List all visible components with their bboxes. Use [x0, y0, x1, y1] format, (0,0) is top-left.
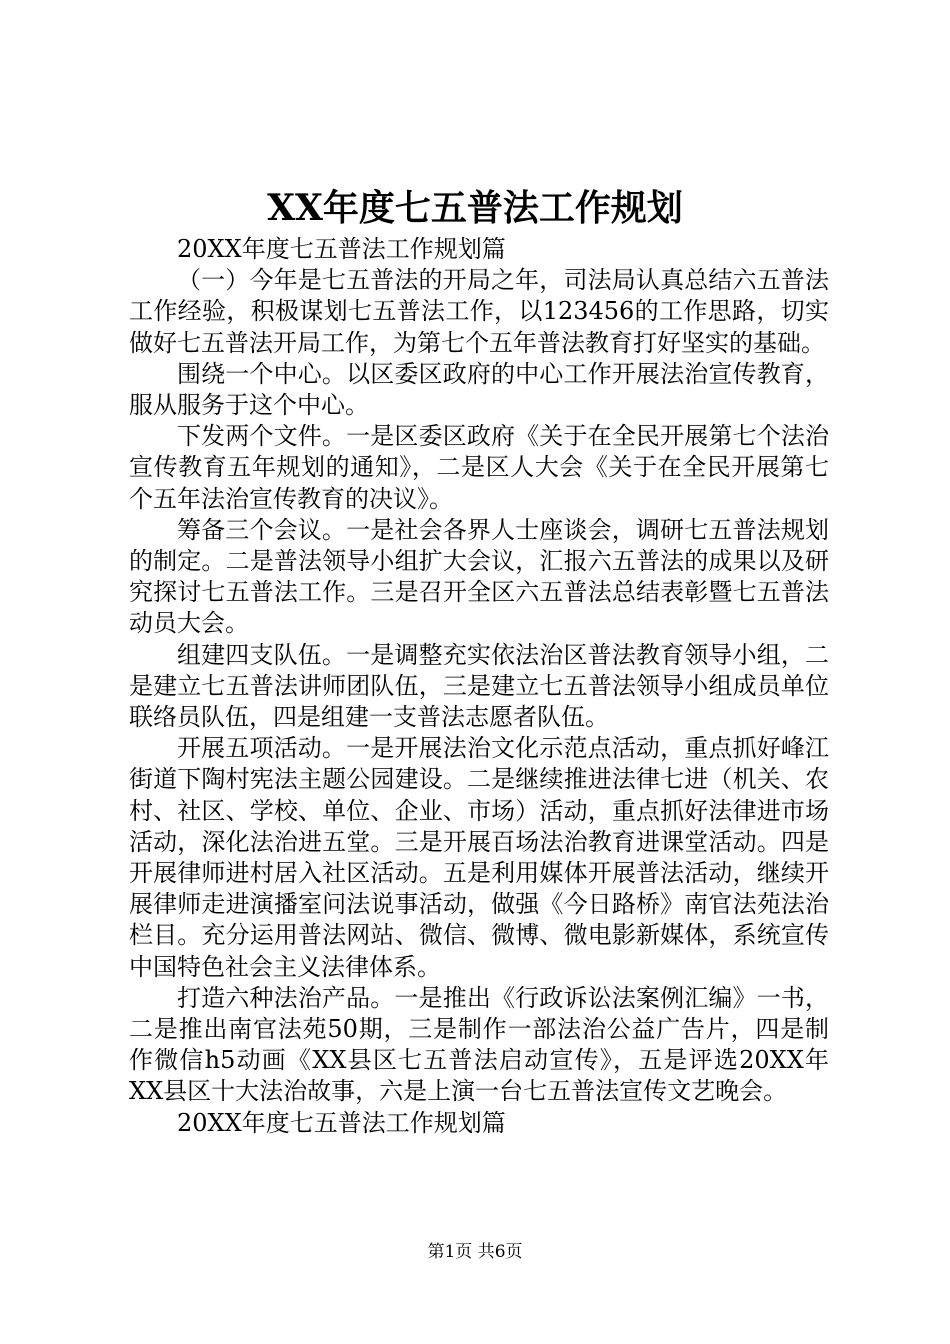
paragraph-five-activities: 开展五项活动。一是开展法治文化示范点活动，重点抓好峰江街道下陶村宪法主题公园建设。二是继续推进法律七进（机关、农村、社区、学校、单位、企业、市场）活动，重点抓好法律进市场活动，深化法治进五堂。三是开展百场法治教育进课堂活动。四是开展律师进村居入社区活动。五是利用媒体开展普法活动，继续开展律师走进演播室问法说事活动，做强《今日路桥》南官法苑法治栏目。充分运用普法网站、微信、微博、微电影新媒体，系统宣传中国特色社会主义法律体系。: [129, 734, 829, 981]
paragraph-one-center: 围绕一个中心。以区委区政府的中心工作开展法治宣传教育，服从服务于这个中心。: [129, 359, 829, 420]
paragraph-six-products: 打造六种法治产品。一是推出《行政诉讼法案例汇编》一书，二是推出南官法苑50期，三是制作一部法治公益广告片，四是制作微信h5动画《XX县区七五普法启动宣传》，五是评选20XX年XX县区十大法治故事，六是上演一台七五普法宣传文艺晚会。: [129, 983, 829, 1106]
section-heading-repeat: 20XX年度七五普法工作规划篇: [177, 1108, 506, 1137]
document-title: XX年度七五普法工作规划: [267, 187, 683, 229]
section-heading: 20XX年度七五普法工作规划篇: [177, 235, 506, 263]
document-body: [129, 234, 829, 1139]
paragraph-intro: （一）今年是七五普法的开局之年，司法局认真总结六五普法工作经验，积极谋划七五普法工作，以123456的工作思路，切实做好七五普法开局工作，为第七个五年普法教育打好坚实的基础。: [129, 266, 829, 357]
paragraph-three-meetings: 筹备三个会议。一是社会各界人士座谈会，调研七五普法规划的制定。二是普法领导小组扩大会议，汇报六五普法的成果以及研究探讨七五普法工作。三是召开全区六五普法总结表彰暨七五普法动员大会。: [129, 515, 829, 638]
paragraph-four-teams: 组建四支队伍。一是调整充实依法治区普法教育领导小组，二是建立七五普法讲师团队伍，三是建立七五普法领导小组成员单位联络员队伍，四是组建一支普法志愿者队伍。: [129, 640, 829, 732]
page-number-footer: 第1页 共6页: [427, 1242, 523, 1262]
paragraph-two-documents: 下发两个文件。一是区委区政府《关于在全民开展第七个法治宣传教育五年规划的通知》，二是区人大会《关于在全民开展第七个五年法治宣传教育的决议》。: [129, 422, 829, 513]
